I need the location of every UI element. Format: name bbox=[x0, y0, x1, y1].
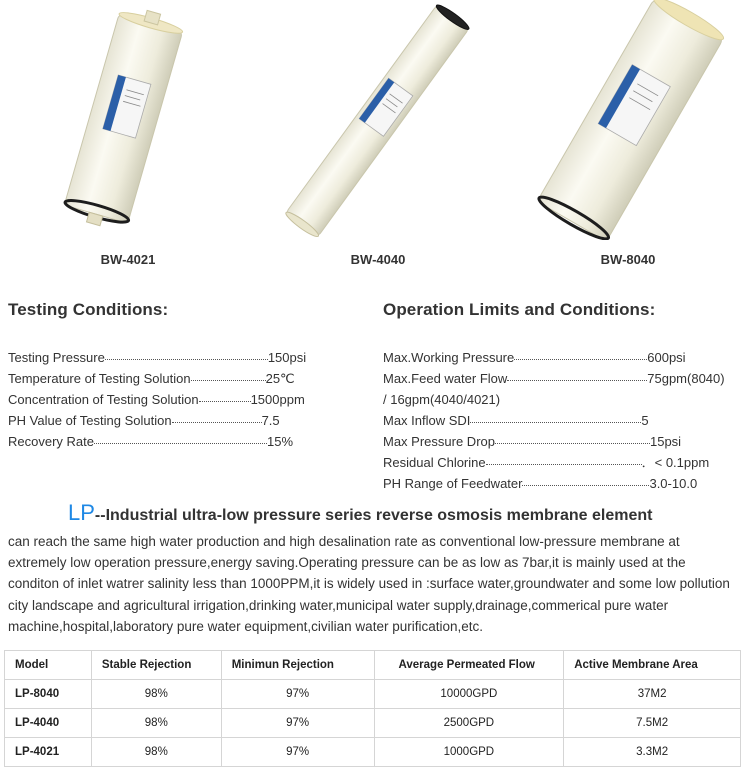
spec-row bbox=[8, 410, 306, 431]
spec-row bbox=[8, 347, 306, 368]
operation-limits-title: Operation Limits and Conditions: bbox=[383, 300, 656, 319]
spec-row bbox=[383, 473, 725, 494]
table-cell: 1000GPD bbox=[374, 738, 564, 767]
lp-description: can reach the same high water production and high desalination rate as conventional low-pressure membrane at extremely low operation pressure,energy saving.Operating pressure can be as low as 7bar,it is mainly used at the conditon of inlet watrer salinity less than 1000PPM,it is widely used in :surface water,groundwater and some low pollution city landscape and agricultural irrigation,drinking water,municipal water supply,drainage,commerical pure water machine,hospital,laboratory pure water equipment,civilian water purification,etc. bbox=[8, 534, 730, 634]
product-bw-4040[interactable] bbox=[308, 0, 448, 280]
column-header: Minimun Rejection bbox=[221, 651, 374, 680]
spec-row bbox=[383, 452, 725, 473]
table-cell: LP-8040 bbox=[5, 680, 92, 709]
table-cell: 98% bbox=[91, 680, 221, 709]
testing-conditions-title: Testing Conditions: bbox=[8, 300, 169, 319]
spec-row bbox=[383, 389, 725, 410]
spec-value: / 16gpm(4040/4021) bbox=[383, 392, 501, 407]
spec-label: Testing Pressure bbox=[8, 350, 105, 365]
spec-label: Max.Feed water Flow bbox=[383, 371, 508, 386]
spec-value: 15psi bbox=[649, 434, 682, 449]
spec-value: 1500ppm bbox=[250, 392, 305, 407]
spec-value: 3.0-10.0 bbox=[649, 476, 698, 491]
table-cell: 97% bbox=[221, 709, 374, 738]
spec-label: Max.Working Pressure bbox=[383, 350, 515, 365]
table-row bbox=[5, 680, 741, 709]
table-cell: LP-4021 bbox=[5, 738, 92, 767]
spec-label: Temperature of Testing Solution bbox=[8, 371, 191, 386]
membrane-element-image bbox=[28, 0, 218, 240]
spec-label: Max Inflow SDI bbox=[383, 413, 471, 428]
product-name: BW-8040 bbox=[600, 252, 656, 267]
spec-row bbox=[8, 368, 306, 389]
lp-spec-table bbox=[4, 650, 741, 767]
spec-value: 15% bbox=[266, 434, 294, 449]
membrane-element-image bbox=[508, 0, 746, 240]
spec-row bbox=[383, 410, 725, 431]
table-cell: 98% bbox=[91, 738, 221, 767]
table-header-row bbox=[5, 651, 741, 680]
membrane-element-image bbox=[258, 0, 498, 240]
table-cell: 10000GPD bbox=[374, 680, 564, 709]
spec-value: 25℃ bbox=[265, 371, 295, 386]
spec-value: 5 bbox=[641, 413, 649, 428]
product-name: BW-4021 bbox=[100, 252, 156, 267]
column-header: Model bbox=[5, 651, 92, 680]
spec-row bbox=[383, 368, 725, 389]
operation-limits-list bbox=[383, 347, 725, 494]
table-cell: 97% bbox=[221, 738, 374, 767]
spec-row bbox=[383, 347, 725, 368]
spec-label: Residual Chlorine bbox=[383, 455, 486, 470]
spec-label: Max Pressure Drop bbox=[383, 434, 495, 449]
testing-conditions-list bbox=[8, 347, 306, 452]
column-header: Average Permeated Flow bbox=[374, 651, 564, 680]
lp-title: --Industrial ultra-low pressure series reverse osmosis membrane element bbox=[94, 507, 653, 524]
spec-value: ．< 0.1ppm bbox=[641, 455, 710, 470]
lp-series-heading bbox=[68, 500, 652, 526]
table-cell: 3.3M2 bbox=[564, 738, 741, 767]
table-cell: 7.5M2 bbox=[564, 709, 741, 738]
table-cell: LP-4040 bbox=[5, 709, 92, 738]
product-gallery bbox=[0, 0, 746, 280]
spec-label: PH Range of Feedwater bbox=[383, 476, 523, 491]
spec-value: 75gpm(8040) bbox=[647, 371, 725, 386]
column-header: Active Membrane Area bbox=[564, 651, 741, 680]
table-cell: 2500GPD bbox=[374, 709, 564, 738]
spec-value: 150psi bbox=[267, 350, 307, 365]
spec-label: Concentration of Testing Solution bbox=[8, 392, 199, 407]
lp-prefix: LP bbox=[68, 500, 95, 525]
product-bw-8040[interactable] bbox=[558, 0, 698, 280]
table-cell: 97% bbox=[221, 680, 374, 709]
table-cell: 98% bbox=[91, 709, 221, 738]
product-bw-4021[interactable] bbox=[58, 0, 198, 280]
spec-value: 600psi bbox=[647, 350, 686, 365]
table-row bbox=[5, 738, 741, 767]
spec-label: Recovery Rate bbox=[8, 434, 94, 449]
spec-label: PH Value of Testing Solution bbox=[8, 413, 172, 428]
spec-row bbox=[8, 431, 306, 452]
table-row bbox=[5, 709, 741, 738]
spec-value: 7.5 bbox=[261, 413, 280, 428]
table-cell: 37M2 bbox=[564, 680, 741, 709]
spec-row bbox=[383, 431, 725, 452]
product-name: BW-4040 bbox=[350, 252, 406, 267]
spec-row bbox=[8, 389, 306, 410]
column-header: Stable Rejection bbox=[91, 651, 221, 680]
